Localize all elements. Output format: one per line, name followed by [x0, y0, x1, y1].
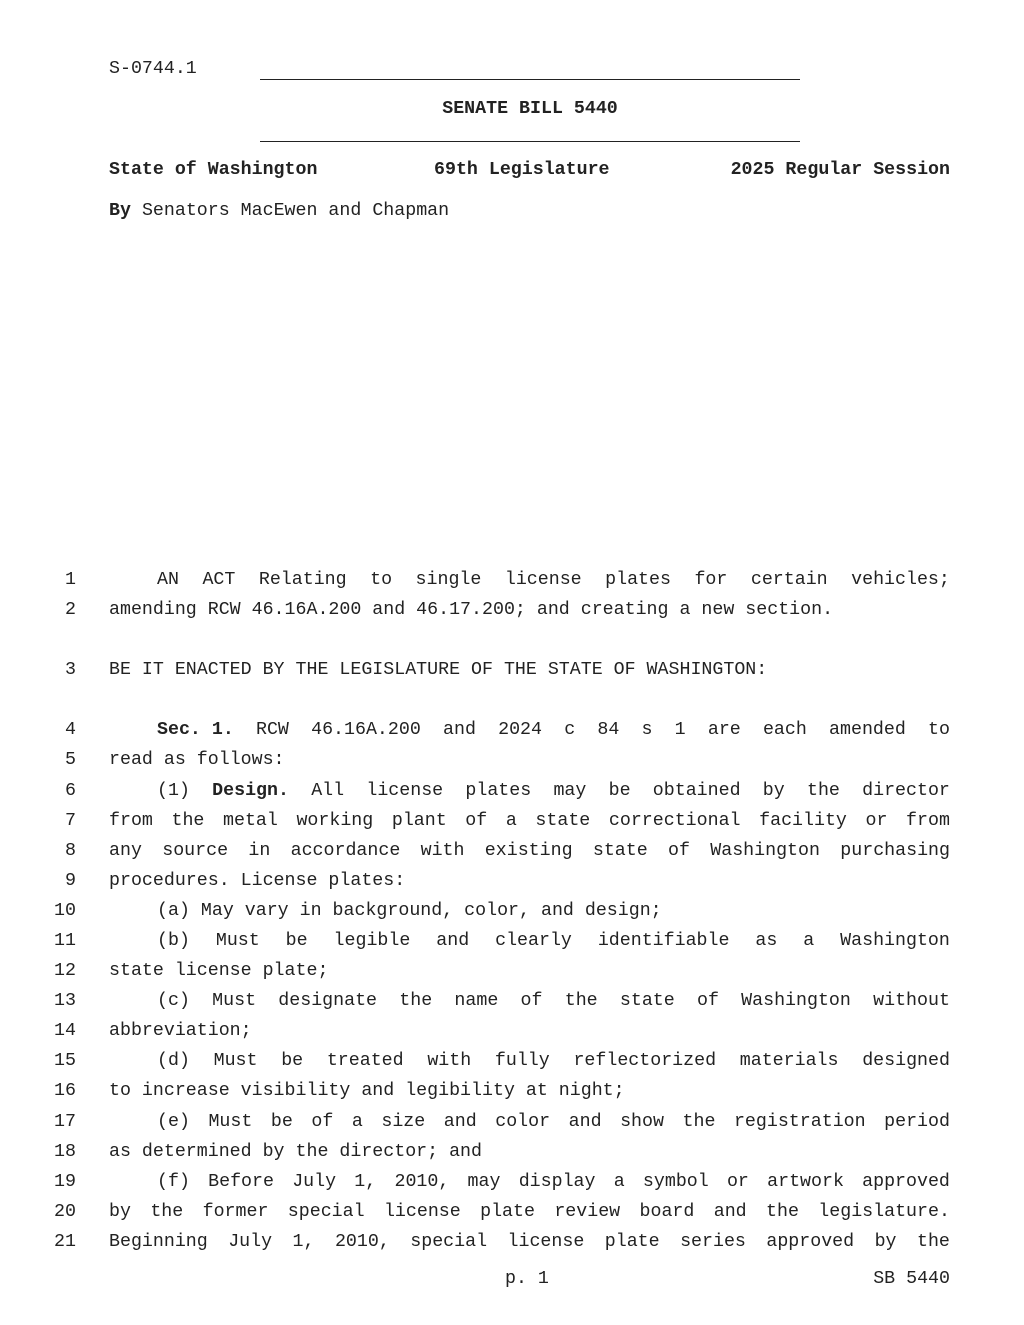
line-text: by the former special license plate review board and the legislature. [109, 1202, 950, 1222]
line-text: (e) Must be of a size and color and show the registration period [157, 1112, 950, 1132]
bill-line-1 [0, 569, 1024, 599]
line-text: procedures. License plates: [109, 871, 406, 891]
line-number: 21 [54, 1232, 76, 1252]
line-text: abbreviation; [109, 1021, 252, 1041]
bill-line-18 [0, 1141, 1024, 1171]
bill-line-15 [0, 1050, 1024, 1080]
line-number: 4 [65, 720, 76, 740]
subsection-heading: Design. [212, 781, 289, 801]
bill-line-19 [0, 1171, 1024, 1201]
line-number: 5 [65, 750, 76, 770]
bill-line-16 [0, 1080, 1024, 1110]
bill-line-6 [0, 780, 1024, 810]
bill-line-17 [0, 1111, 1024, 1141]
line-text: Sec. 1. RCW 46.16A.200 and 2024 c 84 s 1 are each amended to [157, 720, 950, 740]
legislature-number: 69th Legislature [434, 160, 610, 180]
bill-line-7 [0, 810, 1024, 840]
state-name: State of Washington [109, 160, 318, 180]
bill-line-2 [0, 599, 1024, 629]
bill-line-10 [0, 900, 1024, 930]
line-text: (1) Design. All license plates may be obtained by the director [157, 781, 950, 801]
page-number: p. 1 [505, 1269, 549, 1289]
bill-line-5 [0, 749, 1024, 779]
line-number: 14 [54, 1021, 76, 1041]
sponsor-names: Senators MacEwen and Chapman [141, 201, 450, 221]
line-text: (d) Must be treated with fully reflectorized materials designed [157, 1051, 950, 1071]
line-number: 1 [65, 570, 76, 590]
bill-line-4 [0, 719, 1024, 749]
line-text: (b) Must be legible and clearly identifiable as a Washington [157, 931, 950, 951]
line-number: 13 [54, 991, 76, 1011]
line-text: AN ACT Relating to single license plates for certain vehicles; [157, 570, 950, 590]
title-rule-top [260, 79, 800, 80]
line-number: 15 [54, 1051, 76, 1071]
line-text: amending RCW 46.16A.200 and 46.17.200; and creating a new section. [109, 600, 834, 620]
subsection-number: (1) [157, 781, 190, 801]
line-number: 16 [54, 1081, 76, 1101]
bill-line-3 [0, 659, 1024, 689]
title-rule-bottom [260, 141, 800, 142]
line-number: 12 [54, 961, 76, 981]
line-text: to increase visibility and legibility at night; [109, 1081, 625, 1101]
document-number: S-0744.1 [109, 59, 197, 79]
line-number: 8 [65, 841, 76, 861]
sponsor-prefix: By [109, 201, 131, 221]
line-number: 18 [54, 1142, 76, 1162]
bill-line-12 [0, 960, 1024, 990]
line-text: (a) May vary in background, color, and design; [157, 901, 662, 921]
line-number: 6 [65, 781, 76, 801]
session-name: 2025 Regular Session [730, 160, 950, 180]
line-number: 19 [54, 1172, 76, 1192]
line-text: read as follows: [109, 750, 285, 770]
sponsor-line [109, 200, 449, 222]
bill-line-21 [0, 1231, 1024, 1261]
line-number: 11 [54, 931, 76, 951]
line-text: (f) Before July 1, 2010, may display a symbol or artwork approved [157, 1172, 950, 1192]
bill-line-9 [0, 870, 1024, 900]
bill-line-14 [0, 1020, 1024, 1050]
bill-line-13 [0, 990, 1024, 1020]
line-text: any source in accordance with existing state of Washington purchasing [109, 841, 950, 861]
enacting-clause: BE IT ENACTED BY THE LEGISLATURE OF THE STATE OF WASHINGTON: [109, 660, 768, 680]
line-number: 10 [54, 901, 76, 921]
line-text: Beginning July 1, 2010, special license plate series approved by the [109, 1232, 950, 1252]
bill-line-20 [0, 1201, 1024, 1231]
line-number: 3 [65, 660, 76, 680]
line-number: 9 [65, 871, 76, 891]
line-number: 2 [65, 600, 76, 620]
line-number: 7 [65, 811, 76, 831]
line-text: from the metal working plant of a state correctional facility or from [109, 811, 950, 831]
bill-title: SENATE BILL 5440 [442, 99, 618, 119]
footer-bill-id: SB 5440 [873, 1269, 950, 1289]
section-label: Sec. 1. [157, 720, 234, 740]
bill-line-11 [0, 930, 1024, 960]
line-text: as determined by the director; and [109, 1142, 482, 1162]
line-text: state license plate; [109, 961, 329, 981]
line-text: (c) Must designate the name of the state of Washington without [157, 991, 950, 1011]
line-number: 20 [54, 1202, 76, 1222]
line-number: 17 [54, 1112, 76, 1132]
bill-line-8 [0, 840, 1024, 870]
